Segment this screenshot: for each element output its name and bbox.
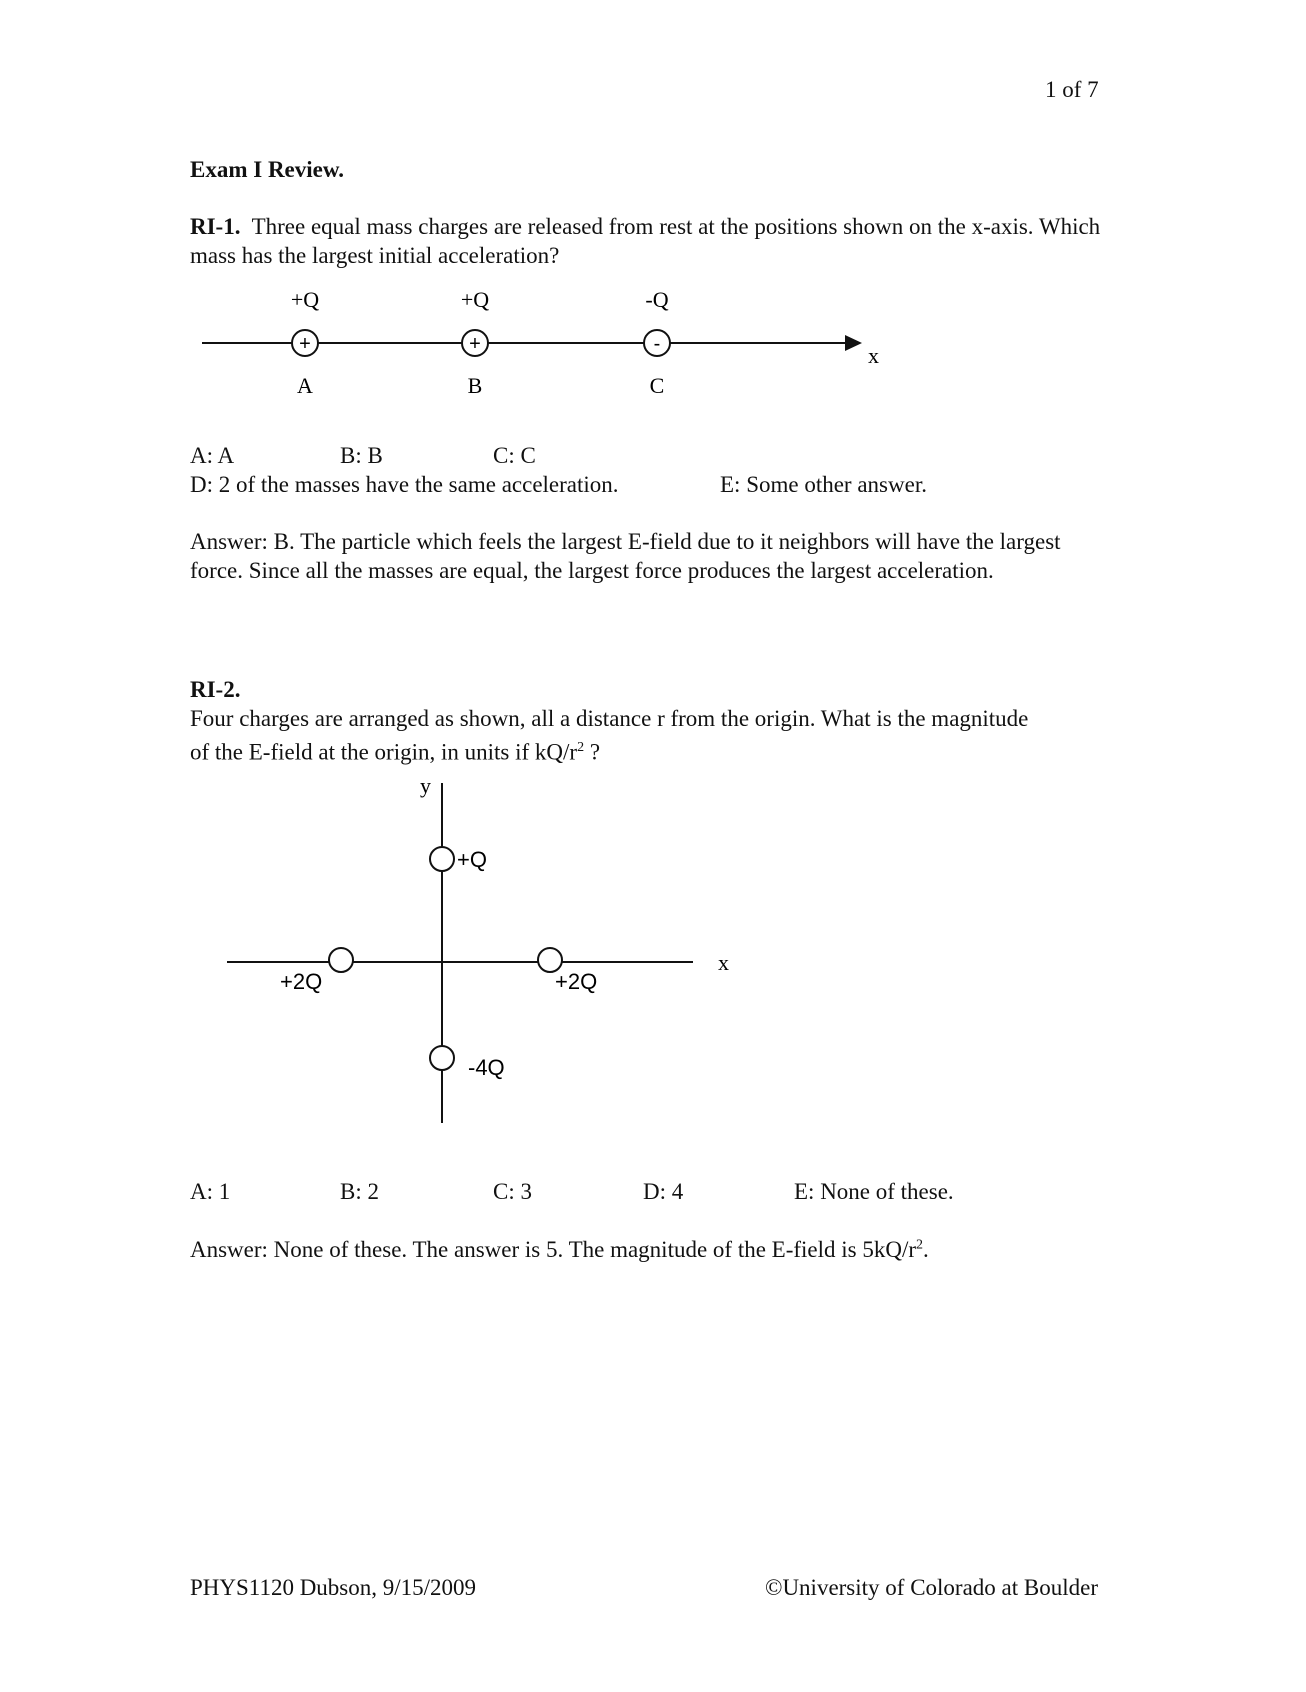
page-number: 1 of 7 xyxy=(1045,77,1099,102)
charge-c-value: -Q xyxy=(645,287,669,312)
question-2-label: RI-2. xyxy=(190,677,241,702)
question-1-choice-c: C: C xyxy=(493,443,536,468)
question-2-text xyxy=(190,704,1050,767)
question-1-choice-e: E: Some other answer. xyxy=(720,472,927,497)
bottom-charge-label: -4Q xyxy=(468,1055,505,1080)
four-charge-diagram xyxy=(215,765,755,1135)
question-2-answer-main: Answer: None of these. The answer is 5. The magnitude of the E-field is 5kQ/r xyxy=(190,1237,917,1262)
question-1-text: Three equal mass charges are released from rest at the positions shown on the x-axis. Which mass has the largest initial acceleration? xyxy=(190,214,1101,268)
charge-b-symbol: + xyxy=(469,333,481,355)
charge-a-symbol: + xyxy=(299,333,311,355)
question-2-choice-e: E: None of these. xyxy=(794,1179,954,1204)
footer-left: PHYS1120 Dubson, 9/15/2009 xyxy=(190,1575,477,1600)
question-2-answer-end: . xyxy=(923,1237,929,1262)
charge-a xyxy=(291,287,319,398)
question-2-choice-c: C: 3 xyxy=(493,1179,532,1204)
question-2-text-main: Four charges are arranged as shown, all a distance r from the origin. What is the magnitude of the E-field at the origin, in units if kQ/r xyxy=(190,706,1029,765)
question-2-choice-b: B: 2 xyxy=(340,1179,379,1204)
question-2-text-end: ? xyxy=(584,739,601,765)
charge-b-value: +Q xyxy=(460,287,490,312)
footer-right: ©University of Colorado at Boulder xyxy=(764,1575,1098,1600)
question-2-text-exponent: 2 xyxy=(577,740,585,755)
top-charge-label: +Q xyxy=(457,847,487,872)
document-title: Exam I Review. xyxy=(190,157,344,182)
charge-line-diagram xyxy=(190,285,890,415)
bottom-charge-circle xyxy=(430,1046,454,1070)
charge-c-symbol: - xyxy=(653,333,661,355)
charge-c xyxy=(644,287,670,398)
right-charge-label: +2Q xyxy=(555,969,598,994)
charge-b xyxy=(461,287,489,398)
question-1-label: RI-1. xyxy=(190,214,241,239)
question-1-choice-b: B: B xyxy=(340,443,383,468)
question-1-choice-a: A: A xyxy=(190,443,235,468)
charge-c-name: C xyxy=(649,373,665,398)
question-2-choice-a: A: 1 xyxy=(190,1179,231,1204)
x-axis-label: x xyxy=(868,343,879,368)
question-2-answer-exponent: 2 xyxy=(916,1237,924,1253)
x-axis-label: x xyxy=(718,950,729,975)
question-1-answer: Answer: B. The particle which feels the largest E-field due to it neighbors will have the largest force. Since all the masses are equal, the largest force produces the largest acceleration. xyxy=(190,529,1061,583)
left-charge-circle xyxy=(329,948,353,972)
charge-b-name: B xyxy=(467,373,483,398)
question-1-choice-d: D: 2 of the masses have the same acceleration. xyxy=(190,472,619,497)
charge-a-name: A xyxy=(297,373,313,398)
x-axis-arrowhead xyxy=(845,335,862,351)
question-1 xyxy=(190,212,1110,270)
question-2-answer xyxy=(190,1236,929,1265)
y-axis-label: y xyxy=(420,773,431,798)
top-charge-circle xyxy=(430,847,454,871)
question-2-choice-d: D: 4 xyxy=(643,1179,684,1204)
left-charge-label: +2Q xyxy=(280,969,323,994)
charge-a-value: +Q xyxy=(290,287,320,312)
